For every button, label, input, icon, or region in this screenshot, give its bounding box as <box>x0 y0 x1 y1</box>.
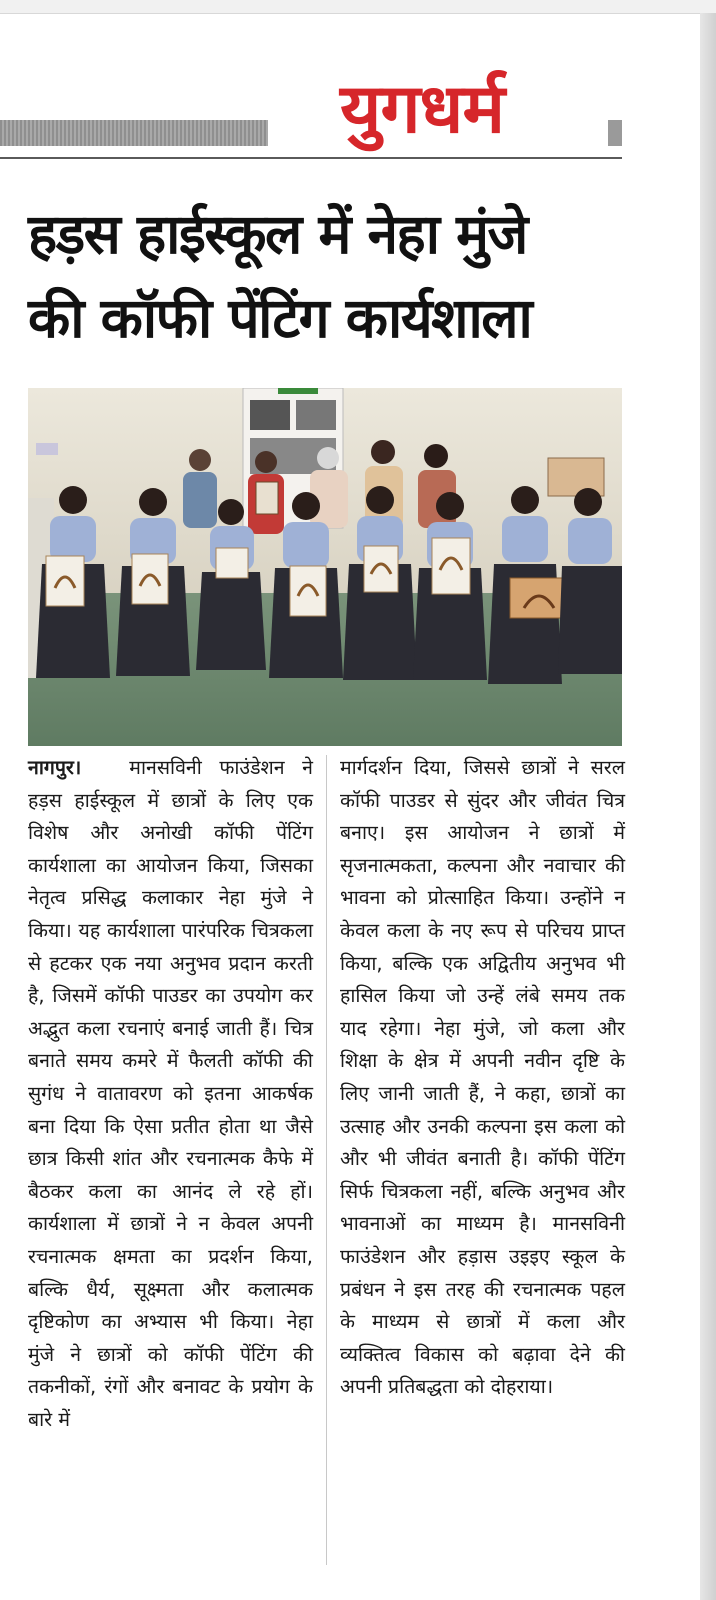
browser-top-strip <box>0 0 716 14</box>
masthead-rule <box>0 157 622 159</box>
column-divider <box>326 755 327 1565</box>
article-dateline: नागपुर। <box>28 756 82 779</box>
article-column-1-text: मानसविनी फाउंडेशन ने हड़स हाईस्कूल में छात्रों के लिए एक विशेष और अनोखी कॉफी पेंटिंग कार्यशाला का आयोजन किया, जिसका नेतृत्व प्रसिद्ध कलाकार नेहा मुंजे ने किया। यह कार्यशाला पारंपरिक चित्रकला से हटकर एक नया अनुभव प्रदान करती है, जिसमें कॉफी पाउडर का उपयोग कर अद्भुत कला रचनाएं बनाई जाती हैं। चित्र बनाते समय कमरे में फैलती कॉफी की सुगंध ने वातावरण को इतना आकर्षक बना दिया कि ऐसा प्रतीत होता था जैसे छात्र किसी शांत और रचनात्मक कैफे में बैठकर कला का आनंद ले रहे हों। कार्यशाला में छात्रों ने न केवल अपनी रचनात्मक क्षमता का प्रदर्शन किया, बल्कि धैर्य, सूक्ष्मता और कलात्मक दृष्टिकोण का अभ्यास भी किया। नेहा मुंजे ने छात्रों को कॉफी पेंटिंग की तकनीकों, रंगों और बनावट के प्रयोग के बारे में <box>28 756 313 1431</box>
masthead-bar-left <box>0 120 268 146</box>
headline-line-1: हड़स हाईस्कूल में नेहा मुंजे <box>28 202 527 266</box>
article-column-2: मार्गदर्शन दिया, जिससे छात्रों ने सरल कॉफी पाउडर से सुंदर और जीवंत चित्र बनाए। इस आयोजन ने छात्रों में सृजनात्मकता, कल्पना और नवाचार की भावना को प्रोत्साहित किया। उन्होंने न केवल कला के नए रूप से परिचय प्राप्त किया, बल्कि एक अद्वितीय अनुभव भी हासिल किया जो उन्हें लंबे समय तक याद रहेगा। नेहा मुंजे, जो कला और शिक्षा के क्षेत्र में अपनी नवीन दृष्टि के लिए जानी जाती हैं, ने कहा, छात्रों का उत्साह और उनकी कल्पना इस कला को और भी जीवंत बनाती है। कॉफी पेंटिंग सिर्फ चित्रकला नहीं, बल्कि अनुभव और भावनाओं का माध्यम है। मानसविनी फाउंडेशन और हड़ास उइइए स्कूल के प्रबंधन ने इस तरह की रचनात्मक पहल के माध्यम से छात्रों में कला और व्यक्तित्व विकास को बढ़ावा देने की अपनी प्रतिबद्धता को दोहराया। <box>340 756 625 1399</box>
workshop-group-photo <box>28 388 622 746</box>
article-column-1 <box>28 752 313 1436</box>
article-photo <box>28 388 622 746</box>
newspaper-masthead: युगधर्म <box>339 70 505 149</box>
masthead-bar-right <box>608 120 622 146</box>
page-right-margin <box>700 13 716 1600</box>
article-headline <box>28 192 628 360</box>
headline-line-2: की कॉफी पेंटिंग कार्यशाला <box>28 286 532 350</box>
